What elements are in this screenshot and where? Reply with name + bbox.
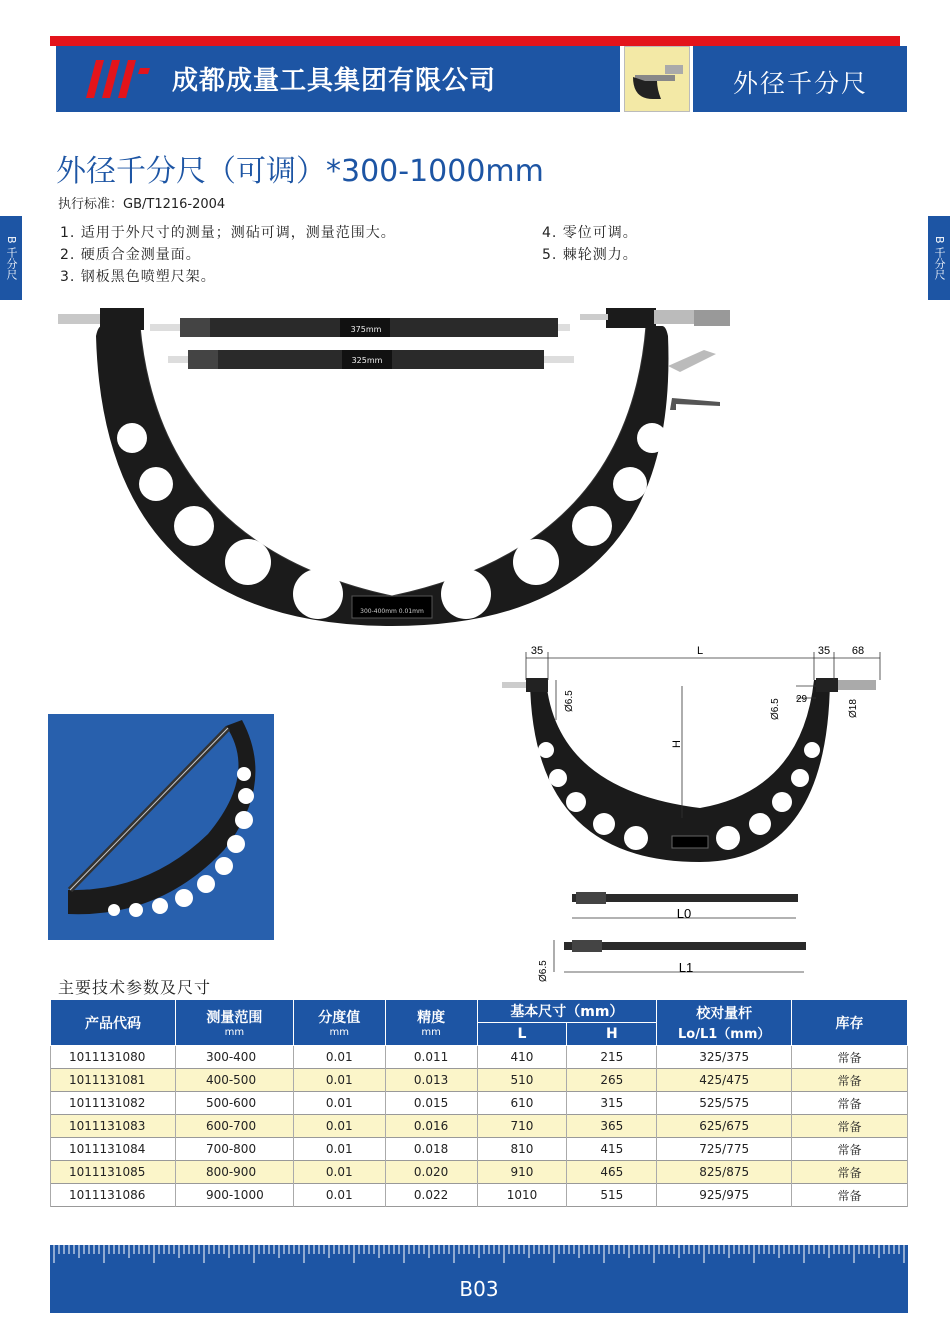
dim-68: 68 bbox=[851, 645, 865, 657]
feature-item: 1. 适用于外尺寸的测量；测砧可调，测量范围大。 bbox=[60, 225, 396, 241]
cell-H: 515 bbox=[567, 1184, 657, 1207]
inset-photo bbox=[48, 714, 274, 940]
col-header-graduation: 分度值 mm bbox=[293, 1000, 385, 1046]
dim-d18: Ø18 bbox=[848, 699, 859, 718]
col-header-L: L bbox=[477, 1023, 567, 1046]
col-header-H: H bbox=[567, 1023, 657, 1046]
cell-L: 1010 bbox=[477, 1184, 567, 1207]
cell-stock: 常备 bbox=[792, 1115, 908, 1138]
cell-grad: 0.01 bbox=[293, 1115, 385, 1138]
cell-H: 265 bbox=[567, 1069, 657, 1092]
cell-rod: 425/475 bbox=[657, 1069, 792, 1092]
cell-grad: 0.01 bbox=[293, 1138, 385, 1161]
dim-d6-5-left: Ø6.5 bbox=[564, 690, 575, 712]
dim-d6-5-rod: Ø6.5 bbox=[538, 960, 549, 982]
company-name: 成都成量工具集团有限公司 bbox=[172, 66, 497, 96]
dim-d6-5-right: Ø6.5 bbox=[770, 698, 781, 720]
col-header-basic-size: 基本尺寸（mm） bbox=[477, 1000, 657, 1023]
cell-stock: 常备 bbox=[792, 1184, 908, 1207]
dim-L: L bbox=[696, 645, 704, 657]
table-row bbox=[51, 1138, 908, 1161]
company-logo bbox=[84, 56, 154, 102]
dimension-drawing bbox=[496, 640, 896, 984]
table-row bbox=[51, 1184, 908, 1207]
cell-L: 710 bbox=[477, 1115, 567, 1138]
feature-item: 2. 硬质合金测量面。 bbox=[60, 247, 201, 263]
dim-29: 29 bbox=[796, 694, 808, 705]
table-row bbox=[51, 1069, 908, 1092]
table-row bbox=[51, 1115, 908, 1138]
cell-H: 465 bbox=[567, 1161, 657, 1184]
dim-35-left: 35 bbox=[530, 645, 544, 657]
cell-range: 400-500 bbox=[175, 1069, 293, 1092]
cell-rod: 925/975 bbox=[657, 1184, 792, 1207]
col-header-code: 产品代码 bbox=[51, 1000, 176, 1046]
product-title: 外径千分尺（可调）*300-1000mm bbox=[56, 154, 544, 189]
cell-rod: 825/875 bbox=[657, 1161, 792, 1184]
cell-grad: 0.01 bbox=[293, 1092, 385, 1115]
cell-stock: 常备 bbox=[792, 1069, 908, 1092]
nameplate-text: 300-400mm 0.01mm bbox=[360, 608, 424, 615]
cell-range: 500-600 bbox=[175, 1092, 293, 1115]
product-photo bbox=[40, 296, 740, 656]
cell-L: 510 bbox=[477, 1069, 567, 1092]
cell-acc: 0.022 bbox=[385, 1184, 477, 1207]
cell-stock: 常备 bbox=[792, 1138, 908, 1161]
cell-rod: 525/575 bbox=[657, 1092, 792, 1115]
rod-label-325: 325mm bbox=[351, 356, 383, 365]
cell-grad: 0.01 bbox=[293, 1161, 385, 1184]
spec-table-title: 主要技术参数及尺寸 bbox=[58, 978, 212, 997]
cell-acc: 0.016 bbox=[385, 1115, 477, 1138]
cell-H: 365 bbox=[567, 1115, 657, 1138]
cell-acc: 0.013 bbox=[385, 1069, 477, 1092]
cell-stock: 常备 bbox=[792, 1092, 908, 1115]
feature-item: 5. 棘轮测力。 bbox=[542, 247, 638, 263]
header-category: 外径千分尺 bbox=[733, 69, 869, 98]
header-red-bar bbox=[50, 36, 900, 46]
rod-L1: L1 bbox=[678, 960, 694, 975]
cell-code: 1011131080 bbox=[51, 1046, 176, 1069]
cell-grad: 0.01 bbox=[293, 1184, 385, 1207]
side-tab-right[interactable]: B 千分尺 bbox=[928, 216, 950, 300]
cell-rod: 725/775 bbox=[657, 1138, 792, 1161]
cell-H: 415 bbox=[567, 1138, 657, 1161]
cell-range: 900-1000 bbox=[175, 1184, 293, 1207]
col-header-accuracy: 精度 mm bbox=[385, 1000, 477, 1046]
cell-L: 610 bbox=[477, 1092, 567, 1115]
cell-H: 215 bbox=[567, 1046, 657, 1069]
rod-label-375: 375mm bbox=[350, 325, 382, 334]
feature-item: 3. 钢板黑色喷塑尺架。 bbox=[60, 269, 216, 285]
side-tab-left[interactable]: B 千分尺 bbox=[0, 216, 22, 300]
rod-L0: L0 bbox=[676, 906, 692, 921]
col-header-stock: 库存 bbox=[792, 1000, 908, 1046]
cell-acc: 0.011 bbox=[385, 1046, 477, 1069]
footer-ruler bbox=[50, 1245, 908, 1275]
cell-grad: 0.01 bbox=[293, 1069, 385, 1092]
standard-label: 执行标准：GB/T1216-2004 bbox=[58, 197, 226, 212]
cell-stock: 常备 bbox=[792, 1046, 908, 1069]
cell-L: 910 bbox=[477, 1161, 567, 1184]
col-header-setting-rod: 校对量杆 Lo/L1（mm） bbox=[657, 1000, 792, 1046]
cell-range: 700-800 bbox=[175, 1138, 293, 1161]
cell-acc: 0.018 bbox=[385, 1138, 477, 1161]
cell-rod: 625/675 bbox=[657, 1115, 792, 1138]
table-row bbox=[51, 1092, 908, 1115]
cell-H: 315 bbox=[567, 1092, 657, 1115]
cell-range: 300-400 bbox=[175, 1046, 293, 1069]
cell-range: 600-700 bbox=[175, 1115, 293, 1138]
cell-rod: 325/375 bbox=[657, 1046, 792, 1069]
feature-item: 4. 零位可调。 bbox=[542, 225, 638, 241]
table-row bbox=[51, 1161, 908, 1184]
cell-L: 810 bbox=[477, 1138, 567, 1161]
cell-stock: 常备 bbox=[792, 1161, 908, 1184]
cell-code: 1011131085 bbox=[51, 1161, 176, 1184]
table-row bbox=[51, 1046, 908, 1069]
page-number: B03 bbox=[459, 1277, 499, 1301]
dim-H: H bbox=[671, 740, 683, 748]
cell-grad: 0.01 bbox=[293, 1046, 385, 1069]
cell-acc: 0.020 bbox=[385, 1161, 477, 1184]
col-header-range: 测量范围 mm bbox=[175, 1000, 293, 1046]
dim-35-right: 35 bbox=[817, 645, 831, 657]
spec-table bbox=[50, 999, 908, 1207]
cell-code: 1011131084 bbox=[51, 1138, 176, 1161]
cell-L: 410 bbox=[477, 1046, 567, 1069]
cell-acc: 0.015 bbox=[385, 1092, 477, 1115]
cell-range: 800-900 bbox=[175, 1161, 293, 1184]
cell-code: 1011131083 bbox=[51, 1115, 176, 1138]
header-product-thumbnail bbox=[624, 46, 690, 112]
cell-code: 1011131086 bbox=[51, 1184, 176, 1207]
cell-code: 1011131081 bbox=[51, 1069, 176, 1092]
cell-code: 1011131082 bbox=[51, 1092, 176, 1115]
